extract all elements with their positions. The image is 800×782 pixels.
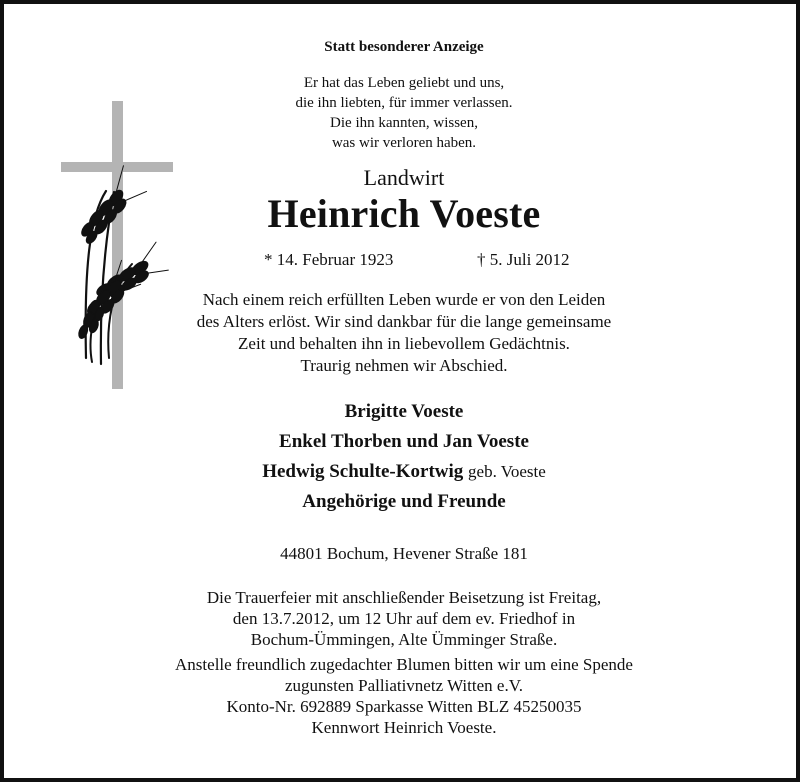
message <box>4 289 800 377</box>
poem-line: Er hat das Leben geliebt und uns, <box>303 75 505 91</box>
deceased-name: Heinrich Voeste <box>267 191 541 236</box>
poem-line: was wir verloren haben. <box>331 135 477 151</box>
ceremony-line: Bochum-Ümmingen, Alte Ümminger Straße. <box>250 630 558 649</box>
header-text: Statt besonderer Anzeige <box>324 39 484 55</box>
donation-line: Anstelle freundlich zugedachter Blumen bitten wir um eine Spende <box>175 655 633 674</box>
poem <box>4 73 800 153</box>
address: 44801 Bochum, Hevener Straße 181 <box>280 544 528 563</box>
death-date: † 5. Juli 2012 <box>477 250 570 269</box>
message-line: des Alters erlöst. Wir sind dankbar für die lange gemeinsame <box>196 312 612 331</box>
mourner-line: Angehörige und Freunde <box>302 491 506 512</box>
mourner-line <box>4 457 800 487</box>
donation-line: zugunsten Palliativnetz Witten e.V. <box>284 676 524 695</box>
ceremony-line: den 13.7.2012, um 12 Uhr auf dem ev. Friedhof in <box>232 609 576 628</box>
mourner-line: Enkel Thorben und Jan Voeste <box>279 431 529 452</box>
maiden-name: geb. Voeste <box>468 462 546 481</box>
poem-line: die ihn liebten, für immer verlassen. <box>295 95 513 111</box>
poem-line: Die ihn kannten, wissen, <box>330 115 478 131</box>
donation-info <box>4 654 800 738</box>
ceremony-line: Die Trauerfeier mit anschließender Beisetzung ist Freitag, <box>206 588 602 607</box>
mourner-name: Hedwig Schulte-Kortwig <box>262 461 464 482</box>
birth-date: * 14. Februar 1923 <box>264 250 394 269</box>
donation-line: Konto-Nr. 692889 Sparkasse Witten BLZ 45250035 <box>226 697 582 716</box>
donation-line: Kennwort Heinrich Voeste. <box>311 718 497 737</box>
mourner-line: Brigitte Voeste <box>344 401 464 422</box>
occupation: Landwirt <box>363 165 445 190</box>
mourners-list <box>4 397 800 517</box>
ceremony-info <box>4 587 800 650</box>
message-line: Traurig nehmen wir Abschied. <box>300 356 508 375</box>
message-line: Nach einem reich erfüllten Leben wurde er von den Leiden <box>202 290 606 309</box>
message-line: Zeit und behalten ihn in liebevollem Gedächtnis. <box>238 334 570 353</box>
